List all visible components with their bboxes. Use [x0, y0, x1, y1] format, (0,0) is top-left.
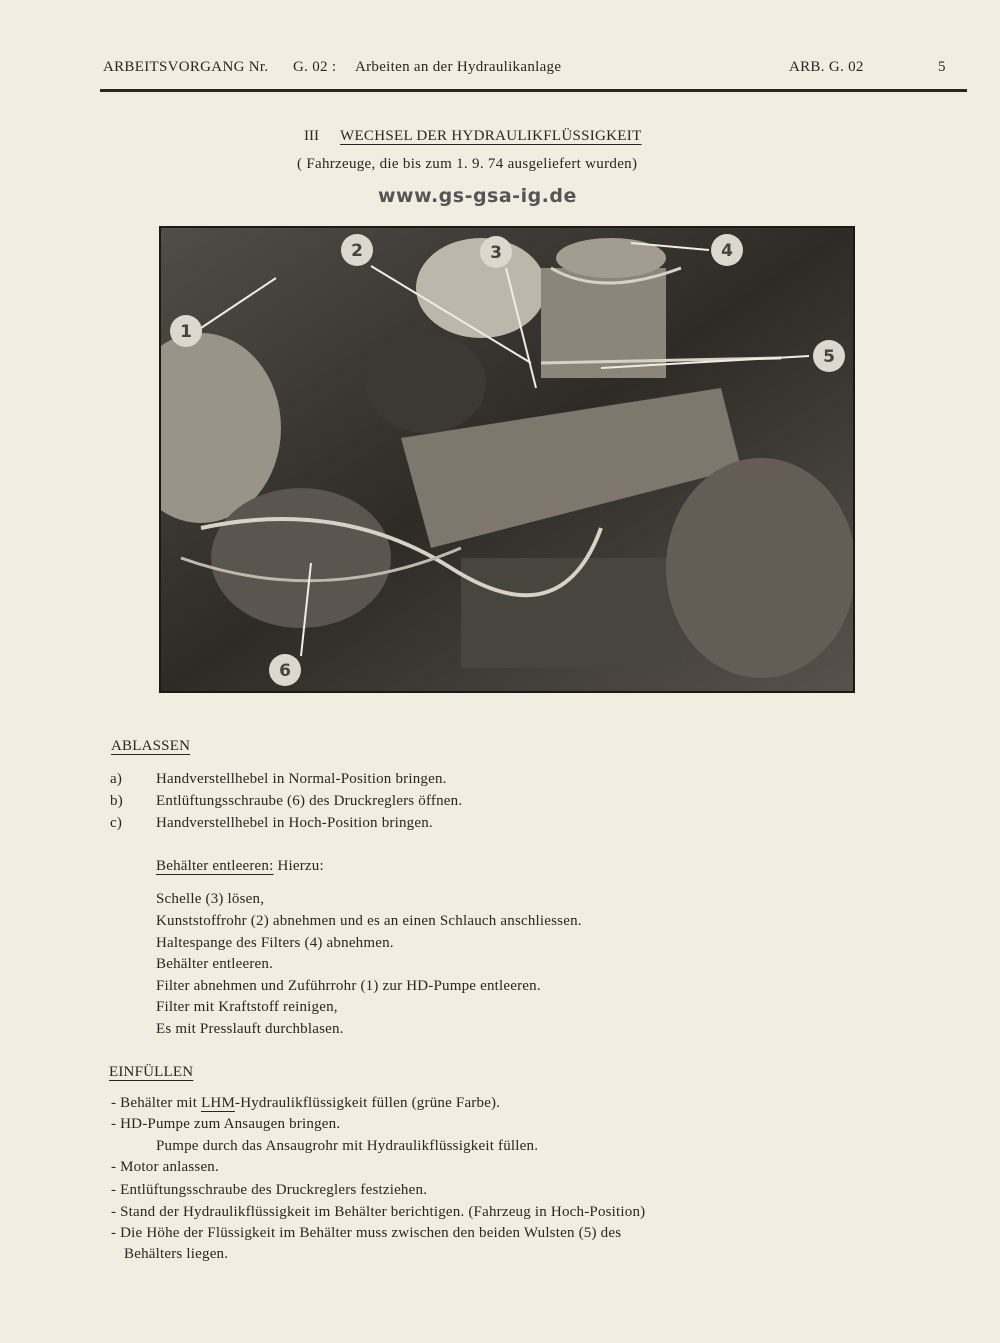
fill-step-4: - Entlüftungsschraube des Druckreglers festziehen. [111, 1182, 428, 1198]
svg-text:4: 4 [721, 241, 733, 261]
sub-heading: Behälter entleeren: [156, 858, 274, 874]
ablassen-heading: ABLASSEN [111, 738, 191, 754]
callout-4 [711, 234, 743, 266]
fill-step-1 [111, 1095, 500, 1112]
engine-photo [159, 226, 855, 693]
page-number: 5 [938, 59, 946, 75]
fill-step-5: - Stand der Hydraulikflüssigkeit im Behälter berichtigen. (Fahrzeug in Hoch-Position) [111, 1204, 646, 1220]
section-number: III [304, 128, 319, 144]
fill-step-2b: Pumpe durch das Ansaugrohr mit Hydraulikflüssigkeit füllen. [156, 1138, 539, 1154]
header-title: Arbeiten an der Hydraulikanlage [355, 59, 562, 75]
step-text: Entlüftungsschraube (6) des Druckreglers öffnen. [156, 793, 463, 809]
sub-step: Schelle (3) lösen, [156, 891, 265, 907]
header-ref: ARB. G. 02 [789, 59, 864, 75]
watermark: www.gs-gsa-ig.de [378, 185, 577, 207]
header-rule [100, 89, 967, 92]
header-code: G. 02 : [293, 59, 337, 75]
lhm-label: LHM [201, 1095, 235, 1111]
fill-step-2: - HD-Pumpe zum Ansaugen bringen. [111, 1116, 341, 1132]
step-letter: a) [110, 771, 123, 787]
step-letter: c) [110, 815, 123, 831]
callout-6 [269, 654, 301, 686]
sub-step: Haltespange des Filters (4) abnehmen. [156, 935, 394, 951]
step-text: Handverstellhebel in Hoch-Position bringen. [156, 815, 433, 831]
fill-step-1-suffix: -Hydraulikflüssigkeit füllen (grüne Farbe). [235, 1095, 501, 1111]
sub-step: Filter mit Kraftstoff reinigen, [156, 999, 338, 1015]
einfuellen-heading: EINFÜLLEN [109, 1064, 194, 1080]
callout-3 [480, 236, 512, 268]
svg-text:2: 2 [351, 241, 363, 261]
sub-step: Filter abnehmen und Zuführrohr (1) zur HD-Pumpe entleeren. [156, 978, 541, 994]
step-text: Handverstellhebel in Normal-Position bringen. [156, 771, 447, 787]
callout-1 [170, 315, 202, 347]
svg-text:3: 3 [490, 243, 502, 263]
section-title: WECHSEL DER HYDRAULIKFLÜSSIGKEIT [340, 128, 642, 144]
fill-step-6a: - Die Höhe der Flüssigkeit im Behälter muss zwischen den beiden Wulsten (5) des [111, 1225, 622, 1241]
sub-step: Kunststoffrohr (2) abnehmen und es an einen Schlauch anschliessen. [156, 913, 582, 929]
sub-heading-suffix: Hierzu: [273, 858, 324, 874]
step-letter: b) [110, 793, 123, 809]
sub-heading-line [156, 858, 324, 875]
callout-2 [341, 234, 373, 266]
fill-step-1-prefix: - Behälter mit [111, 1095, 202, 1111]
fill-step-6b: Behälters liegen. [124, 1246, 229, 1262]
svg-text:5: 5 [823, 347, 835, 367]
sub-step: Es mit Presslauft durchblasen. [156, 1021, 344, 1037]
svg-text:1: 1 [180, 322, 192, 342]
sub-step: Behälter entleeren. [156, 956, 274, 972]
fill-step-3: - Motor anlassen. [111, 1159, 219, 1175]
svg-text:6: 6 [279, 661, 291, 681]
callout-5 [813, 340, 845, 372]
section-subtitle: ( Fahrzeuge, die bis zum 1. 9. 74 ausgeliefert wurden) [297, 156, 638, 172]
header-doc-label: ARBEITSVORGANG Nr. [103, 59, 269, 75]
